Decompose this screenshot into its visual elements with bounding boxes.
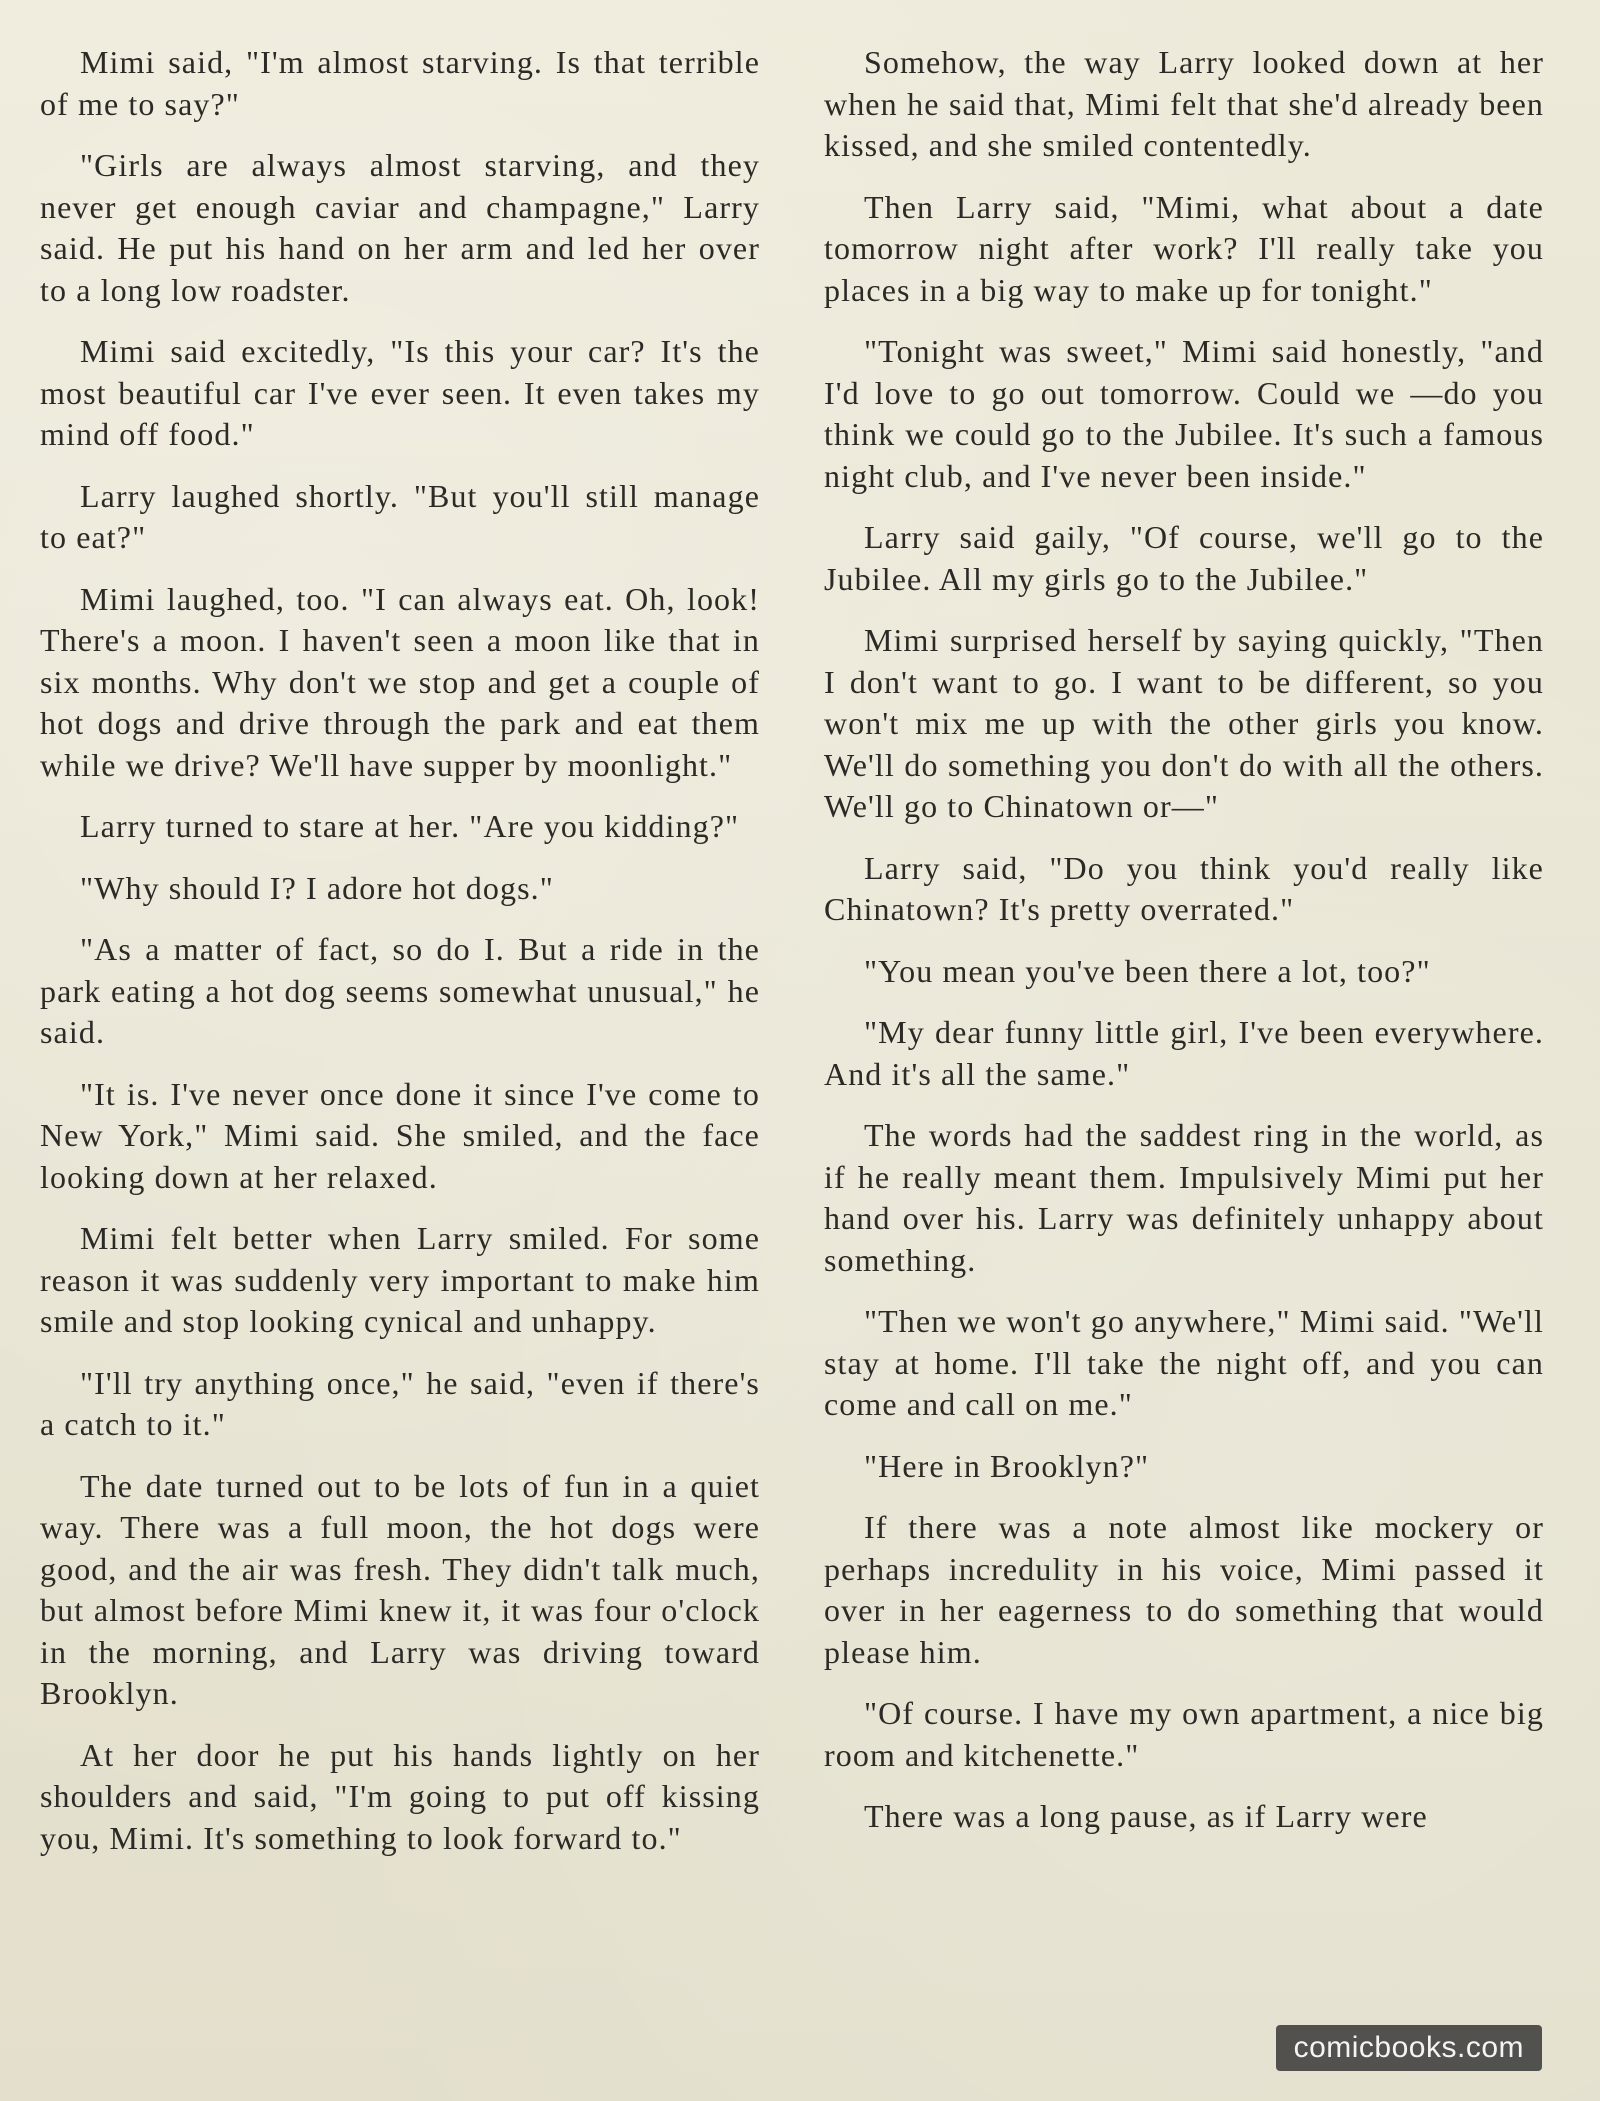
paragraph: Larry said gaily, "Of course, we'll go to the Jubilee. All my girls go to the Jubilee." <box>824 519 1544 597</box>
paragraph: Larry turned to stare at her. "Are you kidding?" <box>80 808 740 844</box>
paragraph: Larry laughed shortly. "But you'll still manage to eat?" <box>40 477 760 555</box>
paragraph: "Of course. I have my own apartment, a nice big room and kitchenette." <box>824 1695 1544 1773</box>
right-text-column <box>824 42 1544 1858</box>
paragraph: "As a matter of fact, so do I. But a ride in the park eating a hot dog seems somewhat unusual," he said. <box>40 931 760 1050</box>
paragraph: "It is. I've never once done it since I've come to New York," Mimi said. She smiled, and the face looking down at her relaxed. <box>40 1075 760 1195</box>
paragraph: At her door he put his hands lightly on her shoulders and said, "I'm going to put off kissing you, Mimi. It's something to look forward to." <box>40 1736 760 1856</box>
paragraph: Somehow, the way Larry looked down at her when he said that, Mimi felt that she'd already been kissed, and she smiled contentedly. <box>824 44 1544 163</box>
left-text-column <box>40 42 760 1879</box>
paragraph: Mimi surprised herself by saying quickly, "Then I don't want to go. I want to be different, so you won't mix me up with the other girls you know. We'll do something you don't do with all the others. We'll go to Chinatown or—" <box>824 622 1544 824</box>
paragraph: "Here in Brooklyn?" <box>864 1447 1150 1484</box>
paragraph: There was a long pause, as if Larry were <box>864 1798 1428 1834</box>
paragraph: If there was a note almost like mockery or perhaps incredulity in his voice, Mimi passed it over in her eagerness to do something that would please him. <box>824 1509 1544 1670</box>
paragraph: The date turned out to be lots of fun in a quiet way. There was a full moon, the hot dogs were good, and the air was fresh. They didn't talk much, but almost before Mimi knew it, it was four o'clock in the morning, and Larry was driving toward Brooklyn. <box>40 1467 760 1711</box>
paragraph: "My dear funny little girl, I've been everywhere. And it's all the same." <box>824 1014 1544 1092</box>
paragraph: "Girls are always almost starving, and they never get enough caviar and champagne," Larry said. He put his hand on her arm and led her over to a long low roadster. <box>40 147 760 308</box>
paragraph: Larry said, "Do you think you'd really like Chinatown? It's pretty overrated." <box>824 849 1544 927</box>
paragraph: "Why should I? I adore hot dogs." <box>80 869 554 906</box>
paragraph: "Tonight was sweet," Mimi said honestly, "and I'd love to go out tomorrow. Could we —do you think we could go to the Jubilee. It's such a famous night club, and I've never been inside." <box>824 333 1544 494</box>
paragraph: "Then we won't go anywhere," Mimi said. "We'll stay at home. I'll take the night off, and you can come and call on me." <box>824 1303 1544 1422</box>
paragraph: Mimi said, "I'm almost starving. Is that terrible of me to say?" <box>40 44 760 122</box>
paragraph: "You mean you've been there a lot, too?" <box>864 952 1431 989</box>
paragraph: Mimi felt better when Larry smiled. For some reason it was suddenly very important to make him smile and stop looking cynical and unhappy. <box>40 1220 760 1339</box>
paragraph: "I'll try anything once," he said, "even if there's a catch to it." <box>40 1364 760 1442</box>
paragraph: The words had the saddest ring in the world, as if he really meant them. Impulsively Mimi put her hand over his. Larry was definitely unhappy about something. <box>824 1117 1544 1278</box>
paragraph: Then Larry said, "Mimi, what about a date tomorrow night after work? I'll really take you places in a big way to make up for tonight." <box>824 188 1544 308</box>
paragraph: Mimi said excitedly, "Is this your car? It's the most beautiful car I've ever seen. It even takes my mind off food." <box>40 333 760 452</box>
site-watermark: comicbooks.com <box>1276 2025 1542 2071</box>
paragraph: Mimi laughed, too. "I can always eat. Oh, look! There's a moon. I haven't seen a moon like that in six months. Why don't we stop and get a couple of hot dogs and drive through the park and eat them while we drive? We'll have supper by moonlight." <box>40 580 760 783</box>
